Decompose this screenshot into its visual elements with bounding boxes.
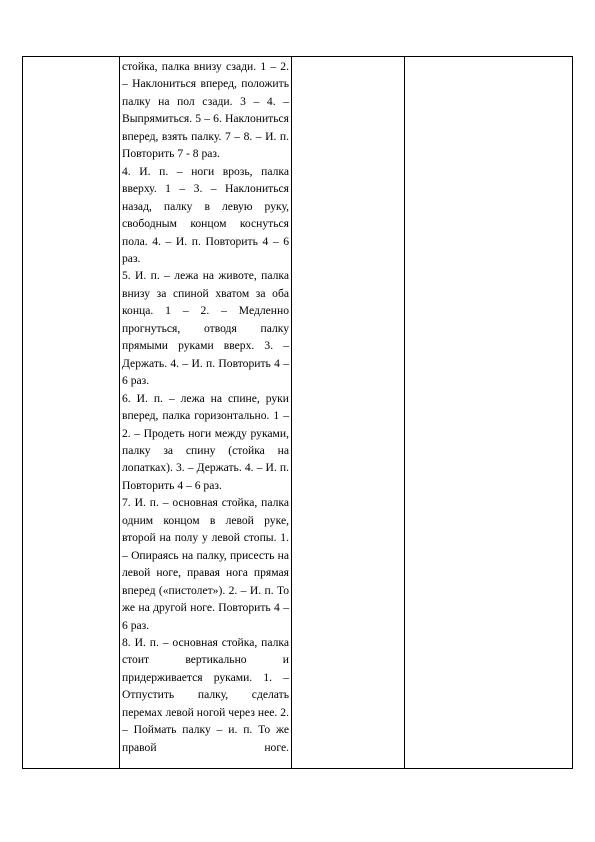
exercise-item-7: 7. И. п. – основная стойка, палка одним концом в левой руке, второй на полу у левой стопы. 1. – Опираясь на палку, присесть на левой ноге, правая нога прямая вперед («пистолет»). 2. – И. п. То же на другой ноге. Повторить 4 – 6 раз. [122, 496, 289, 632]
table-cell-empty-left [23, 57, 120, 769]
exercise-item-continued: стойка, палка внизу сзади. 1 – 2. – Наклониться вперед, положить палку на пол сзади. 3 – 4. – Выпрямиться. 5 – 6. Наклониться вперед, взять палку. 7 – 8. – И. п. Повторить 7 - 8 раз. [122, 60, 289, 161]
exercise-item-6: 6. И. п. – лежа на спине, руки вперед, палка горизонтально. 1 – 2. – Продеть ноги между руками, палку за спину (стойка на лопатках). 3. – Держать. 4. – И. п. Повторить 4 – 6 раз. [122, 391, 289, 492]
table-cell-empty-notes [405, 57, 573, 769]
exercise-description-cell [120, 57, 292, 769]
exercise-item-4: 4. И. п. – ноги врозь, палка вверху. 1 – 3. – Наклониться назад, палку в левую руку, свободным концом коснуться пола. 4. – И. п. Повторить 4 – 6 раз. [122, 164, 289, 265]
table-row [23, 57, 573, 769]
exercise-item-5: 5. И. п. – лежа на животе, палка внизу за спиной хватом за оба конца. 1 – 2. – Медленно прогнуться, отводя палку прямыми руками вверх. 3. – Держать. 4. – И. п. Повторить 4 – 6 раз. [122, 269, 289, 388]
table-cell-empty-dosage [292, 57, 405, 769]
exercise-item-8: 8. И. п. – основная стойка, палка стоит вертикально и придерживается руками. 1. – Отпустить палку, сделать перемах левой ногой через нее. 2. – Поймать палку – и. п. То же правой ноге. [122, 635, 289, 754]
exercise-table [22, 56, 573, 769]
